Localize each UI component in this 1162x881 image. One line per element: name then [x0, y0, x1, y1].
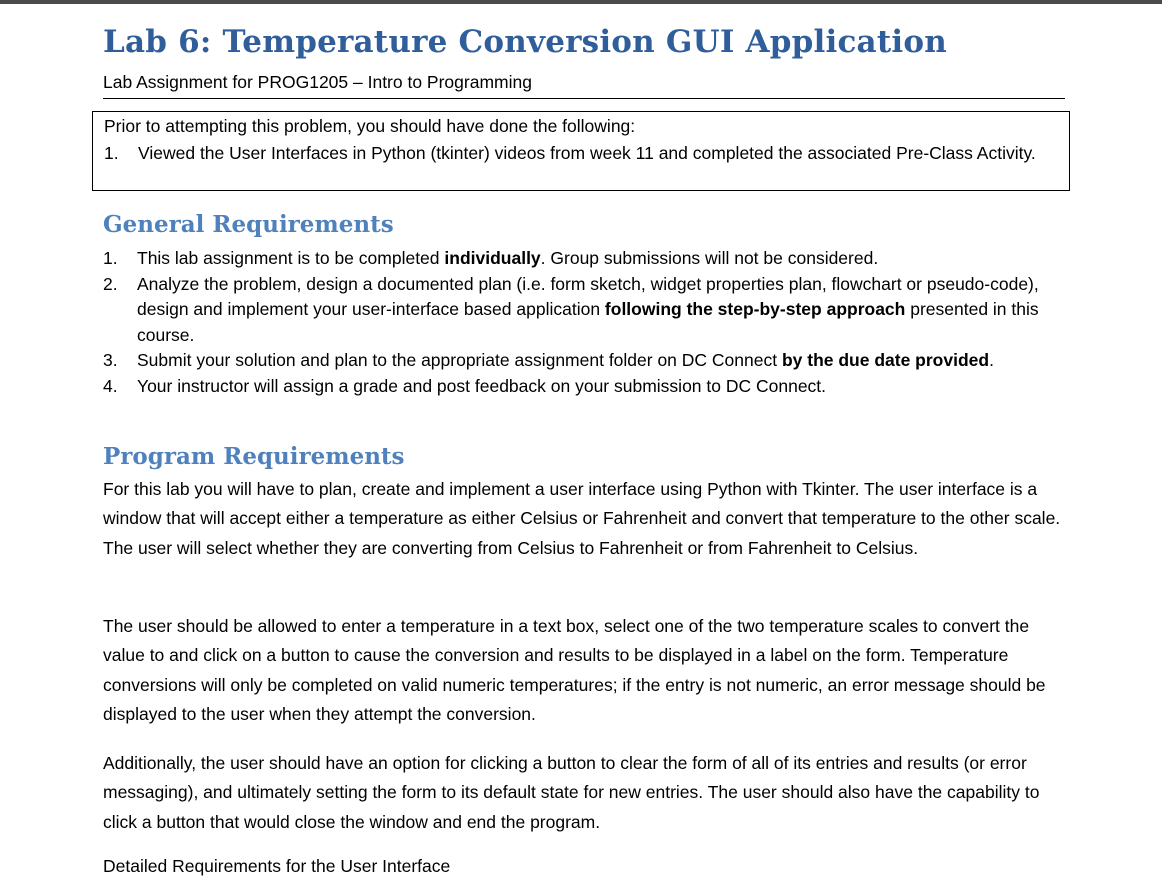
- list-number: 3.: [103, 350, 118, 370]
- program-requirements-heading: Program Requirements: [103, 443, 405, 470]
- list-number: 2.: [103, 273, 118, 294]
- document-subtitle: Lab Assignment for PROG1205 – Intro to Programming: [103, 72, 532, 92]
- list-number: 4.: [103, 375, 118, 396]
- list-item-bold: following the step-by-step approach: [604, 299, 906, 319]
- list-item-bold: individually: [444, 248, 541, 268]
- list-item-text: This lab assignment is to be completed: [137, 248, 445, 268]
- body-paragraph: Additionally, the user should have an option for clicking a button to clear the form of all of its entries and results (or error messaging), and ultimately setting the form to its default state for new entries. The user should also have the capability to click a button that would close the window and end the program.: [103, 753, 1040, 832]
- prerequisites-list: [104, 141, 1054, 167]
- list-item-text: Analyze the problem, design a documented plan (i.e. form sketch, widget properties plan, flowchart or pseudo-code), design and implement your user-interface based application: [137, 273, 1039, 319]
- list-number: 1.: [103, 248, 118, 268]
- list-item-text: Submit your solution and plan to the appropriate assignment folder on DC Connect: [137, 350, 782, 370]
- subtitle-divider: [103, 98, 1065, 99]
- list-item-text: . Group submissions will not be considered.: [540, 248, 879, 268]
- prerequisite-item: [104, 141, 1054, 167]
- detailed-requirements-heading: Detailed Requirements for the User Interface: [103, 856, 451, 876]
- list-item: [103, 272, 1053, 349]
- prerequisites-box: [92, 111, 1070, 191]
- list-item-text: Viewed the User Interfaces in Python (tkinter) videos from week 11 and completed the associated Pre-Class Activity.: [138, 143, 1036, 163]
- list-item-text: presented in this course.: [137, 299, 1039, 345]
- window-top-border: [0, 0, 1162, 4]
- prerequisites-intro: Prior to attempting this problem, you should have done the following:: [104, 116, 636, 136]
- body-paragraph: The user should be allowed to enter a temperature in a text box, select one of the two temperature scales to convert the value to and click on a button to cause the conversion and results to be displayed in a label on the form. Temperature conversions will only be completed on valid numeric temperatures; if the entry is not numeric, an error message should be displayed to the user when they attempt the conversion.: [103, 616, 1046, 725]
- document-title: Lab 6: Temperature Conversion GUI Application: [103, 24, 947, 60]
- list-item-text: Your instructor will assign a grade and post feedback on your submission to DC Connect.: [137, 375, 827, 396]
- list-item: [103, 246, 1053, 272]
- general-requirements-list: [103, 246, 1053, 399]
- list-number: 1.: [104, 143, 119, 163]
- general-requirements-heading: General Requirements: [103, 211, 394, 238]
- body-paragraph: For this lab you will have to plan, create and implement a user interface using Python with Tkinter. The user interface is a window that will accept either a temperature as either Celsius or Fahrenheit and convert that temperature to the other scale. The user will select whether they are converting from Celsius to Fahrenheit or from Fahrenheit to Celsius.: [103, 479, 1061, 558]
- list-item: [103, 348, 1053, 374]
- list-item-bold: by the due date provided: [781, 350, 990, 370]
- list-item-text: .: [989, 350, 994, 370]
- list-item: [103, 374, 1053, 400]
